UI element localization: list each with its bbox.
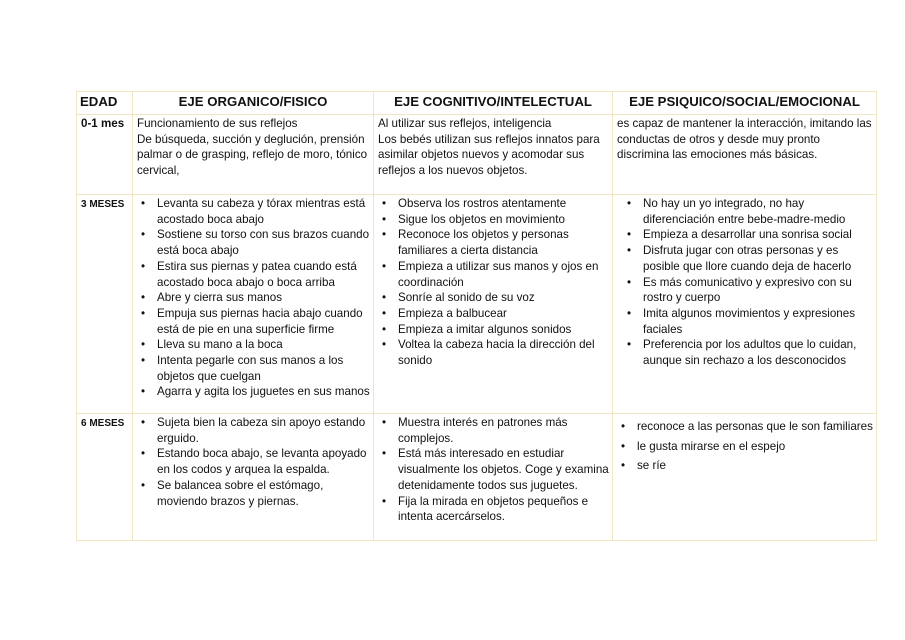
list-item: • Sigue los objetos en movimiento	[378, 212, 609, 228]
list-item: • le gusta mirarse en el espejo	[617, 437, 873, 457]
list-item: • Fija la mirada en objetos pequeños e intenta acercárselos.	[378, 494, 609, 525]
list-item: • Sonríe al sonido de su voz	[378, 290, 609, 306]
organic-cell	[133, 115, 374, 195]
list-item: • Empieza a desarrollar una sonrisa social	[617, 227, 873, 243]
cell-text: es capaz de mantener la interacción, imitando las conductas de otros y desde muy pronto discrimina las emociones más básicas.	[617, 117, 872, 162]
list-item: • Estira sus piernas y patea cuando está acostado boca abajo o boca arriba	[137, 259, 370, 290]
list-item: • Preferencia por los adultos que lo cuidan, aunque sin rechazo a los desconocidos	[617, 337, 873, 368]
list-item: • Lleva su mano a la boca	[137, 337, 370, 353]
list-item: • Empieza a imitar algunos sonidos	[378, 322, 609, 338]
organic-cell	[133, 195, 374, 414]
list-item: • Imita algunos movimientos y expresiones faciales	[617, 306, 873, 337]
development-table	[76, 91, 877, 541]
table-row	[77, 115, 877, 195]
cell-text: Funcionamiento de sus reflejos	[137, 117, 298, 130]
list-item: • Levanta su cabeza y tórax mientras está acostado boca abajo	[137, 196, 370, 227]
table-row	[77, 414, 877, 541]
age-cell: 0-1 mes	[77, 115, 133, 195]
header-psychic: EJE PSIQUICO/SOCIAL/EMOCIONAL	[613, 92, 877, 115]
cell-text: De búsqueda, succión y deglución, prensión palmar o de grasping, reflejo de moro, tónico cervical,	[137, 132, 368, 178]
cognitive-cell	[374, 115, 613, 195]
list-item: • Sujeta bien la cabeza sin apoyo estando erguido.	[137, 415, 370, 446]
list-item: • Empieza a balbucear	[378, 306, 609, 322]
psychic-cell	[613, 414, 877, 541]
list-item: • Empieza a utilizar sus manos y ojos en coordinación	[378, 259, 609, 290]
cell-text: Los bebés utilizan sus reflejos innatos para asimilar objetos nuevos y acomodar sus reflejos a los nuevos objetos.	[378, 132, 600, 178]
list-item: • Muestra interés en patrones más complejos.	[378, 415, 609, 446]
list-item: • Observa los rostros atentamente	[378, 196, 609, 212]
organic-cell	[133, 414, 374, 541]
list-item: • Agarra y agita los juguetes en sus manos	[137, 384, 370, 400]
list-item: • Empuja sus piernas hacia abajo cuando está de pie en una superficie firme	[137, 306, 370, 337]
list-item: • se ríe	[617, 456, 873, 476]
list-item: • Se balancea sobre el estómago, moviendo brazos y piernas.	[137, 478, 370, 509]
header-age: EDAD	[77, 92, 133, 115]
psychic-cell	[613, 195, 877, 414]
list-item: • Intenta pegarle con sus manos a los objetos que cuelgan	[137, 353, 370, 384]
list-item: • Sostiene su torso con sus brazos cuando está boca abajo	[137, 227, 370, 258]
list-item: • Estando boca abajo, se levanta apoyado en los codos y arquea la espalda.	[137, 446, 370, 477]
list-item: • reconoce a las personas que le son familiares	[617, 417, 873, 437]
age-cell: 6 MESES	[77, 414, 133, 541]
header-cognitive: EJE COGNITIVO/INTELECTUAL	[374, 92, 613, 115]
list-item: • No hay un yo integrado, no hay diferenciación entre bebe-madre-medio	[617, 196, 873, 227]
list-item: • Abre y cierra sus manos	[137, 290, 370, 306]
header-organic: EJE ORGANICO/FISICO	[133, 92, 374, 115]
list-item: • Reconoce los objetos y personas familiares a cierta distancia	[378, 227, 609, 258]
list-item: • Está más interesado en estudiar visualmente los objetos. Coge y examina detenidamente todos sus juguetes.	[378, 446, 609, 493]
header-row	[77, 92, 877, 115]
list-item: • Disfruta jugar con otras personas y es posible que llore cuando deja de hacerlo	[617, 243, 873, 274]
cognitive-cell	[374, 195, 613, 414]
list-item: • Es más comunicativo y expresivo con su rostro y cuerpo	[617, 275, 873, 306]
age-cell: 3 MESES	[77, 195, 133, 414]
psychic-cell	[613, 115, 877, 195]
cognitive-cell	[374, 414, 613, 541]
list-item: • Voltea la cabeza hacia la dirección del sonido	[378, 337, 609, 368]
table-row	[77, 195, 877, 414]
cell-text: Al utilizar sus reflejos, inteligencia	[378, 117, 552, 130]
